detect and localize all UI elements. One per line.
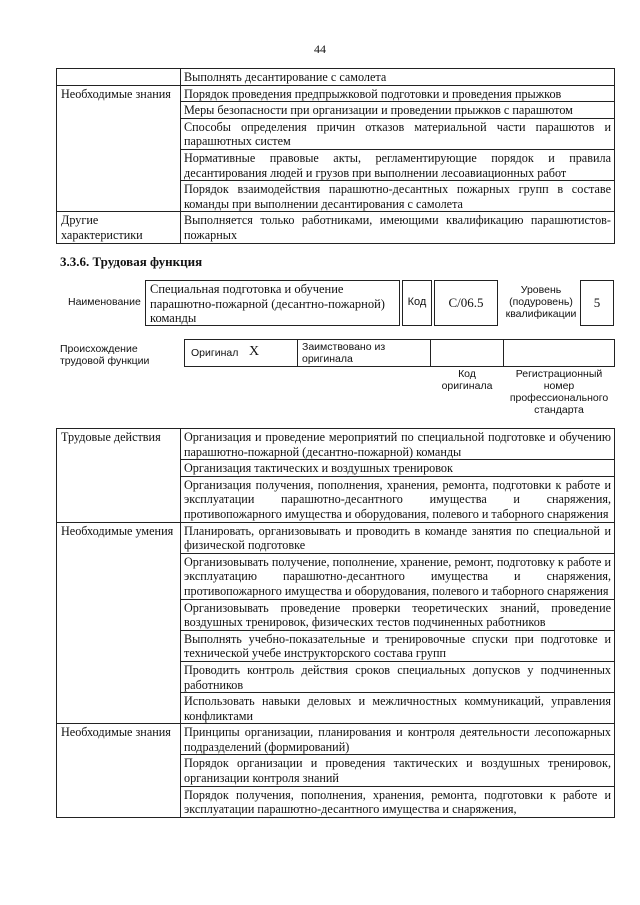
original-label: Оригинал bbox=[191, 347, 239, 359]
row-item-text: Выполняется только работниками, имеющими квалификацию парашютистов-пожарных bbox=[181, 212, 615, 243]
row-category-label: Необходимые знания bbox=[57, 724, 181, 818]
row-item-text: Порядок организации и проведения тактических и воздушных тренировок, организации контроля знаний bbox=[181, 755, 615, 786]
row-item-text: Организация и проведение мероприятий по специальной подготовке и обучению парашютно-пожарной (десантно-пожарной) команды bbox=[181, 429, 615, 460]
row-category-label: Трудовые действия bbox=[57, 429, 181, 523]
row-category-label: Необходимые знания bbox=[57, 85, 181, 212]
requirements-table-top bbox=[56, 68, 615, 244]
row-category-label bbox=[57, 69, 181, 86]
row-category-label: Другие характеристики bbox=[57, 212, 181, 243]
row-item-text: Порядок взаимодействия парашютно-десантных пожарных групп в составе команды при выполнении десантирования с самолета bbox=[181, 181, 615, 212]
name-label: Наименование bbox=[68, 296, 141, 308]
level-value: 5 bbox=[593, 295, 601, 310]
row-item-text: Принципы организации, планирования и контроля деятельности лесопожарных подразделений (формирований) bbox=[181, 724, 615, 755]
requirements-table-main bbox=[56, 428, 615, 818]
row-item-text: Порядок проведения предпрыжковой подготовки и проведения прыжков bbox=[181, 85, 615, 102]
row-item-text: Использовать навыки деловых и межличностных коммуникаций, управления конфликтами bbox=[181, 693, 615, 724]
row-item-text: Организация тактических и воздушных тренировок bbox=[181, 460, 615, 477]
level-label: Уровень (подуровень) квалификации bbox=[505, 284, 577, 320]
table-row bbox=[57, 429, 615, 460]
page-number: 44 bbox=[314, 42, 326, 56]
section-heading: 3.3.6. Трудовая функция bbox=[60, 254, 203, 269]
table-row bbox=[57, 212, 615, 243]
level-box bbox=[580, 280, 614, 326]
reg-number-caption: Регистрационный номер профессионального стандарта bbox=[509, 368, 609, 416]
function-name: Специальная подготовка и обучение парашютно-пожарной (десантно-пожарной) команды bbox=[150, 282, 385, 325]
code-box bbox=[434, 280, 498, 326]
table-row bbox=[57, 85, 615, 102]
name-box bbox=[145, 280, 400, 326]
code-label: Код bbox=[407, 296, 427, 308]
row-item-text: Организовывать проведение проверки теоретических знаний, проведение воздушных тренировок, физических тестов подчиненных работников bbox=[181, 599, 615, 630]
table-row bbox=[57, 69, 615, 86]
code-original-box bbox=[430, 339, 504, 367]
row-item-text: Способы определения причин отказов материальной части парашютов и парашютных систем bbox=[181, 118, 615, 149]
table-row bbox=[57, 724, 615, 755]
row-item-text: Выполнять учебно-показательные и тренировочные спуски при подготовке и технической учебе инструкторского состава групп bbox=[181, 630, 615, 661]
row-category-label: Необходимые умения bbox=[57, 522, 181, 724]
code-label-box bbox=[402, 280, 432, 326]
row-item-text: Планировать, организовывать и проводить в команде занятия по специальной и физической подготовке bbox=[181, 522, 615, 553]
row-item-text: Проводить контроль действия сроков специальных допусков у подчиненных работников bbox=[181, 661, 615, 692]
original-mark: X bbox=[249, 344, 260, 359]
row-item-text: Выполнять десантирование с самолета bbox=[181, 69, 615, 86]
row-item-text: Организация получения, пополнения, хранения, ремонта, подготовки к работе и эксплуатации парашютно-десантного имущества и снаряжения, противопожарного имущества и оборудования, полевого и таборного снаряжения bbox=[181, 476, 615, 522]
borrowed-label: Заимствовано из оригинала bbox=[302, 341, 386, 365]
function-code: С/06.5 bbox=[448, 295, 484, 310]
row-item-text: Нормативные правовые акты, регламентирующие порядок и правила десантирования людей и грузов при выполнении лесоавиационных работ bbox=[181, 149, 615, 180]
row-item-text: Меры безопасности при организации и проведении прыжков с парашютом bbox=[181, 102, 615, 119]
row-item-text: Порядок получения, пополнения, хранения, ремонта, подготовки к работе и эксплуатации парашютно-десантного имущества и снаряжения, bbox=[181, 786, 615, 817]
origin-label: Происхождение трудовой функции bbox=[60, 343, 150, 367]
reg-number-box bbox=[503, 339, 615, 367]
code-original-caption: Код оригинала bbox=[441, 368, 493, 392]
row-item-text: Организовывать получение, пополнение, хранение, ремонт, подготовку к работе и эксплуатацию парашютно-десантного имущества и снаряжения, противопожарного имущества и оборудования, полевого и таборного снаряжения bbox=[181, 553, 615, 599]
original-box bbox=[184, 339, 298, 367]
borrowed-box bbox=[297, 339, 431, 367]
table-row bbox=[57, 522, 615, 553]
